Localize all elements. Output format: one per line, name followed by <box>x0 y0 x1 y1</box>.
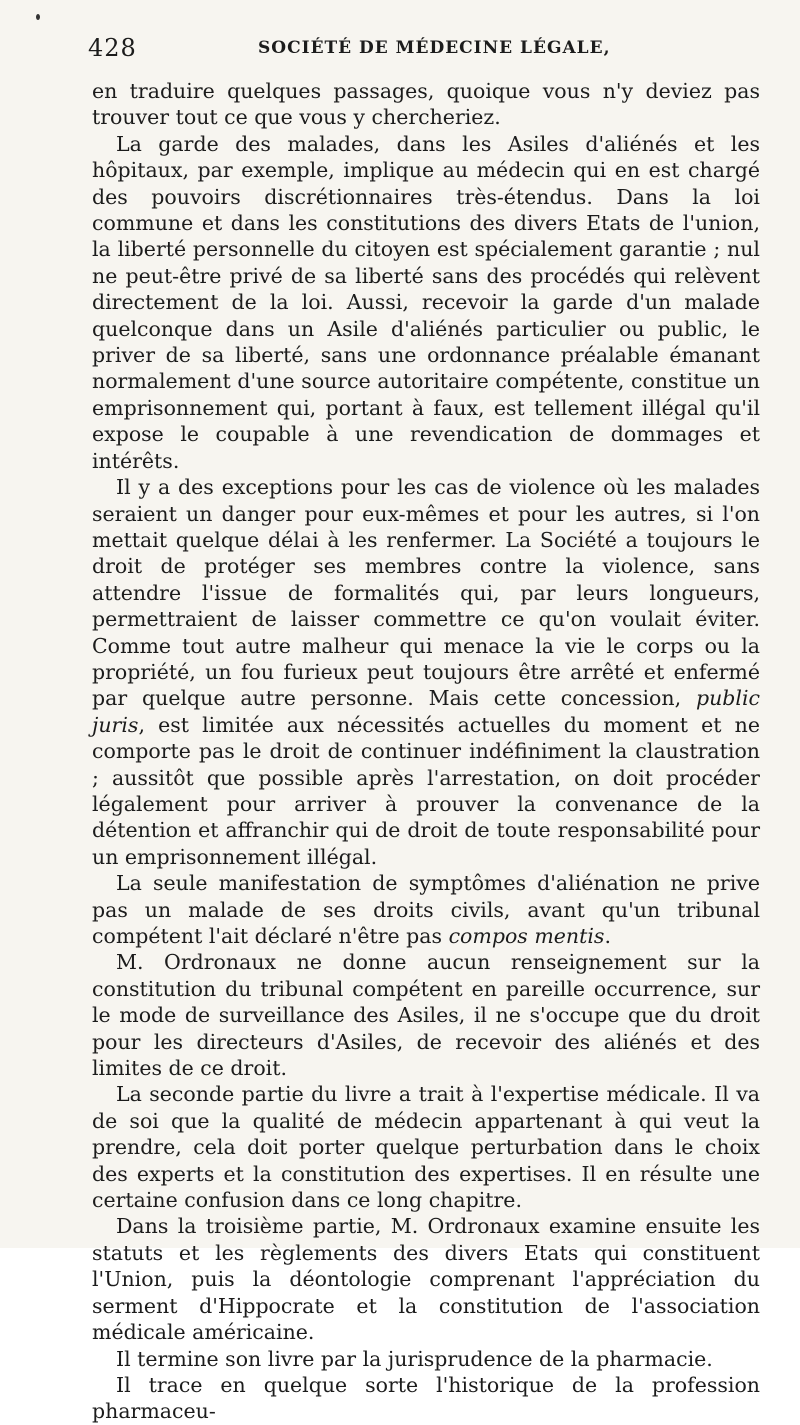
paragraph-4-text-before: La seule manifestation de symptômes d'aliénation ne prive pas un malade de ses droits civils, avant qu'un tribunal compétent l'ait déclaré n'être pas <box>92 871 760 948</box>
running-head: SOCIÉTÉ DE MÉDECINE LÉGALE, <box>258 38 611 58</box>
page-number: 428 <box>88 34 137 62</box>
paragraph-1: en traduire quelques passages, quoique vous n'y deviez pas trouver tout ce que vous y chercheriez. <box>92 79 760 130</box>
ink-speck <box>36 14 40 20</box>
paragraph-4-italic: compos mentis <box>448 924 605 948</box>
paragraph-5: M. Ordronaux ne donne aucun renseignement sur la constitution du tribunal compétent en pareille occurrence, sur le mode de surveillance des Asiles, il ne s'occupe que du droit pour les directeurs d'Asiles, de recevoir des aliénés et des limites de ce droit. <box>92 950 760 1081</box>
paragraph-2: La garde des malades, dans les Asiles d'aliénés et les hôpitaux, par exemple, implique au médecin qui en est chargé des pouvoirs discrétionnaires très-étendus. Dans la loi commune et dans les constitutions des divers Etats de l'union, la liberté personnelle du citoyen est spécialement garantie ; nul ne peut-être privé de sa liberté sans des procédés qui relèvent directement de la loi. Aussi, recevoir la garde d'un malade quelconque dans un Asile d'aliénés particulier ou public, le priver de sa liberté, sans une ordonnance préalable émanant normalement d'une source autoritaire compétente, constitue un emprisonnement qui, portant à faux, est tellement illégal qu'il expose le coupable à une revendication de dommages et intérêts. <box>92 131 760 473</box>
paragraph-9: Il trace en quelque sorte l'historique de la profession pharmaceu- <box>92 1372 760 1424</box>
paragraph-3 <box>92 474 760 870</box>
paragraph-3-italic: public juris <box>92 686 760 737</box>
paragraph-6: La seconde partie du livre a trait à l'expertise médicale. Il va de soi que la qualité de médecin appartenant à qui veut la prendre, cela doit porter quelque perturbation dans le choix des experts et la constitution des expertises. Il en résulte une certaine confusion dans ce long chapitre. <box>92 1082 760 1213</box>
body-text <box>92 78 760 1425</box>
paragraph-4-text-after: . <box>604 924 611 948</box>
paragraph-3-text-before: Il y a des exceptions pour les cas de violence où les malades seraient un danger pour eux-mêmes et pour les autres, si l'on mettait quelque délai à les renfermer. La Société a toujours le droit de protéger ses membres contre la violence, sans attendre l'issue de formalités qui, par leurs longueurs, permettraient de laisser commettre ce qu'on voulait éviter. Comme tout autre malheur qui menace la vie le corps ou la propriété, un fou furieux peut toujours être arrêté et enfermé par quelque autre personne. Mais cette concession, <box>92 475 760 711</box>
paragraph-8: Il termine son livre par la jurisprudence de la pharmacie. <box>116 1346 713 1371</box>
paragraph-3-text-after: , est limitée aux nécessités actuelles du moment et ne comporte pas le droit de continuer indéfiniment la claustration ; aussitôt que possible après l'arrestation, on doit procéder légalement pour arriver à prouver la convenance de la détention et affranchir qui de droit de toute responsabilité pour un emprisonnement illégal. <box>92 712 760 869</box>
paragraph-7: Dans la troisième partie, M. Ordronaux examine ensuite les statuts et les règlements des divers Etats qui constituent l'Union, puis la déontologie comprenant l'appréciation du serment d'Hippocrate et la constitution de l'association médicale américaine. <box>92 1214 760 1345</box>
paragraph-4 <box>92 870 760 949</box>
page-header <box>88 34 760 64</box>
